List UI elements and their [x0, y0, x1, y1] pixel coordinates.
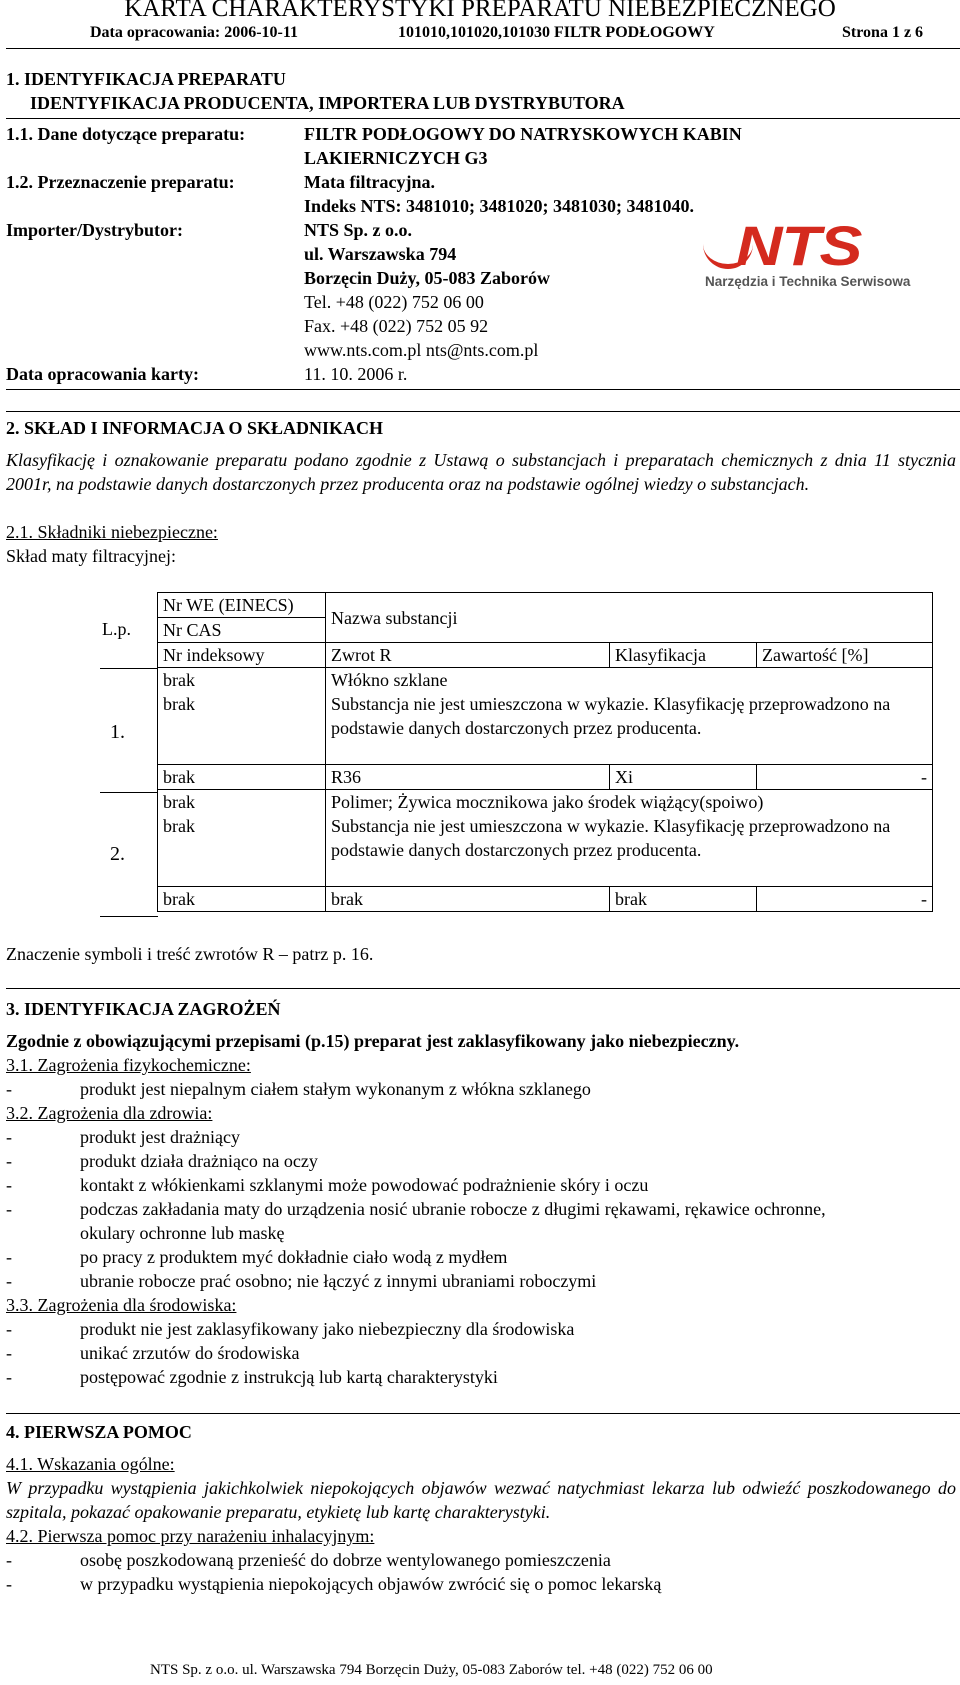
s2-composition-label: Skład maty filtracyjnej:	[6, 546, 176, 566]
s1-rule	[6, 118, 960, 119]
cell-r1-r: R36	[326, 765, 610, 790]
header-date: Data opracowania: 2006-10-11	[90, 24, 298, 41]
table-lp-2: 2.	[110, 843, 125, 865]
table-row	[158, 765, 933, 790]
bullet-dash: -	[6, 1127, 12, 1147]
bullet-dash: -	[6, 1367, 12, 1387]
table-lp-1: 1.	[110, 721, 125, 743]
s1-value-11a: FILTR PODŁOGOWY DO NATRYSKOWYCH KABIN	[304, 124, 742, 144]
cell-r1-note: Substancja nie jest umieszczona w wykazie. Klasyfikację przeprowadzono na podstawie danych dostarczonych przez producenta.	[326, 692, 933, 765]
s2-subheading: 2.1. Składniki niebezpieczne:	[6, 522, 218, 542]
s2-heading: 2. SKŁAD I INFORMACJA O SKŁADNIKACH	[6, 418, 384, 438]
bullet-dash: -	[6, 1271, 12, 1291]
s1-heading2: IDENTYFIKACJA PRODUCENTA, IMPORTERA LUB DYSTRYBUTORA	[30, 93, 625, 113]
header-product: 101010,101020,101030 FILTR PODŁOGOWY	[398, 24, 715, 41]
bullet-dash: -	[6, 1151, 12, 1171]
bullet-dash: -	[6, 1175, 12, 1195]
cell-we-header: Nr WE (EINECS)	[158, 593, 326, 618]
s1-label-date: Data opracowania karty:	[6, 364, 199, 384]
s3-item: produkt jest drażniący	[80, 1127, 240, 1147]
cell-r1-idx: brak	[158, 765, 326, 790]
cell-r2-kl: brak	[610, 887, 757, 912]
cell-r1-zaw: -	[757, 765, 933, 790]
s2-intro: Klasyfikację i oznakowanie preparatu podano zgodnie z Ustawą o substancjach i preparatach chemicznych z dnia 11 stycznia 2001r, na podstawie danych dostarczonych przez producenta oraz na podstawie ogólnej wiedzy o substancjach.	[6, 450, 956, 494]
table-lp-rule-1	[100, 668, 158, 669]
s3-sub-3: 3.3. Zagrożenia dla środowiska:	[6, 1295, 237, 1315]
s4-heading: 4. PIERWSZA POMOC	[6, 1422, 192, 1442]
bullet-dash: -	[6, 1574, 12, 1594]
importer-web: www.nts.com.pl nts@nts.com.pl	[304, 340, 539, 360]
importer-city: Borzęcin Duży, 05-083 Zaborów	[304, 268, 550, 288]
table-row	[158, 668, 933, 693]
cell-r2-zaw: -	[757, 887, 933, 912]
header-rule	[6, 48, 960, 49]
nts-logo-subtitle: Narzędzia i Technika Serwisowa	[705, 274, 911, 289]
importer-street: ul. Warszawska 794	[304, 244, 457, 264]
nts-logo	[703, 214, 959, 292]
table-lp-rule-3	[100, 916, 158, 917]
cell-r1-name: Włókno szklane	[326, 668, 933, 693]
s3-top-rule	[6, 988, 960, 989]
bullet-dash: -	[6, 1199, 12, 1219]
cell-r2-r: brak	[326, 887, 610, 912]
s1-label-importer: Importer/Dystrybutor:	[6, 220, 183, 240]
header-page: Strona 1 z 6	[842, 24, 924, 41]
s1-value-12b: Indeks NTS: 3481010; 3481020; 3481030; 3481040.	[304, 196, 695, 216]
s3-item: ubranie robocze prać osobno; nie łączyć z innymi ubraniami roboczymi	[80, 1271, 597, 1291]
s4-item: w przypadku wystąpienia niepokojących objawów zwrócić się o pomoc lekarską	[80, 1574, 662, 1594]
cell-r2-name: Polimer; Żywica mocznikowa jako środek wiążący(spoiwo)	[326, 790, 933, 815]
s3-statement: Zgodnie z obowiązującymi przepisami (p.15) preparat jest zaklasyfikowany jako niebezpieczny.	[6, 1031, 740, 1051]
cell-idx-header: Nr indeksowy	[158, 643, 326, 668]
s1-heading: 1. IDENTYFIKACJA PREPARATU	[6, 69, 286, 89]
s3-sub-2: 3.2. Zagrożenia dla zdrowia:	[6, 1103, 213, 1123]
cell-name-header: Nazwa substancji	[326, 593, 933, 643]
s3-item: kontakt z włókienkami szklanymi może powodować podrażnienie skóry i oczu	[80, 1175, 649, 1195]
table-header-row-3	[158, 643, 933, 668]
cell-zaw-header: Zawartość [%]	[757, 643, 933, 668]
table-row	[158, 790, 933, 815]
footer-text: NTS Sp. z o.o. ul. Warszawska 794 Borzęcin Duży, 05-083 Zaborów tel. +48 (022) 752 06 00	[150, 1662, 713, 1678]
bullet-dash: -	[6, 1247, 12, 1267]
cell-r2-we: brak	[158, 790, 326, 815]
s3-item: postępować zgodnie z instrukcją lub kartą charakterystyki	[80, 1367, 498, 1387]
bullet-dash: -	[6, 1319, 12, 1339]
s3-heading: 3. IDENTYFIKACJA ZAGROŻEŃ	[6, 999, 281, 1019]
s1-bottom-rule	[6, 389, 960, 390]
document-title: KARTA CHARAKTERYSTYKI PREPARATU NIEBEZPIECZNEGO	[124, 0, 836, 22]
cell-r2-note: Substancja nie jest umieszczona w wykazie. Klasyfikację przeprowadzono na podstawie danych dostarczonych przez producenta.	[326, 814, 933, 887]
cell-kl-header: Klasyfikacja	[610, 643, 757, 668]
s4-top-rule	[6, 1413, 960, 1414]
composition-table	[157, 592, 933, 912]
bullet-dash: -	[6, 1343, 12, 1363]
s2-note: Znaczenie symboli i treść zwrotów R – patrz p. 16.	[6, 944, 374, 964]
s1-value-12a: Mata filtracyjna.	[304, 172, 435, 192]
table-lp-rule-2	[100, 792, 158, 793]
cell-r-header: Zwrot R	[326, 643, 610, 668]
importer-fax: Fax. +48 (022) 752 05 92	[304, 316, 489, 336]
cell-cas-header: Nr CAS	[158, 618, 326, 643]
s1-label-12: 1.2. Przeznaczenie preparatu:	[6, 172, 235, 192]
s1-value-date: 11. 10. 2006 r.	[304, 364, 408, 384]
s1-value-11b: LAKIERNICZYCH G3	[304, 148, 488, 168]
importer-name: NTS Sp. z o.o.	[304, 220, 413, 240]
s3-item: produkt działa drażniąco na oczy	[80, 1151, 318, 1171]
s3-item: po pracy z produktem myć dokładnie ciało wodą z mydłem	[80, 1247, 508, 1267]
cell-r1-cas: brak	[158, 692, 326, 765]
s3-item: podczas zakładania maty do urządzenia nosić ubranie robocze z długimi rękawami, rękawice ochronne,	[80, 1199, 826, 1219]
cell-r1-we: brak	[158, 668, 326, 693]
bullet-dash: -	[6, 1550, 12, 1570]
table-header-row-1	[158, 593, 933, 618]
s4-paragraph: W przypadku wystąpienia jakichkolwiek niepokojących objawów wezwać natychmiast lekarza lub odwieźć poszkodowanego do szpitala, pokazać opakowanie preparatu, etykietę lub kartę charakterystyki.	[6, 1478, 956, 1522]
s2-top-rule	[6, 411, 960, 412]
s4-item: osobę poszkodowaną przenieść do dobrze wentylowanego pomieszczenia	[80, 1550, 611, 1570]
s4-sub-1: 4.1. Wskazania ogólne:	[6, 1454, 175, 1474]
importer-tel: Tel. +48 (022) 752 06 00	[304, 292, 484, 312]
nts-logo-text: NTS	[736, 214, 862, 277]
table-row	[158, 814, 933, 887]
cell-r2-idx: brak	[158, 887, 326, 912]
s3-sub-1: 3.1. Zagrożenia fizykochemiczne:	[6, 1055, 251, 1075]
s4-sub-2: 4.2. Pierwsza pomoc przy narażeniu inhalacyjnym:	[6, 1526, 375, 1546]
s3-item: produkt nie jest zaklasyfikowany jako niebezpieczny dla środowiska	[80, 1319, 575, 1339]
table-row	[158, 887, 933, 912]
cell-r2-cas: brak	[158, 814, 326, 887]
cell-r1-kl: Xi	[610, 765, 757, 790]
bullet-dash: -	[6, 1079, 12, 1099]
s3-item: unikać zrzutów do środowiska	[80, 1343, 300, 1363]
s1-label-11: 1.1. Dane dotyczące preparatu:	[6, 124, 246, 144]
table-lp-header: L.p.	[102, 619, 131, 639]
table-row	[158, 692, 933, 765]
s3-item: produkt jest niepalnym ciałem stałym wykonanym z włókna szklanego	[80, 1079, 591, 1099]
s3-item-cont: okulary ochronne lub maskę	[80, 1223, 285, 1243]
